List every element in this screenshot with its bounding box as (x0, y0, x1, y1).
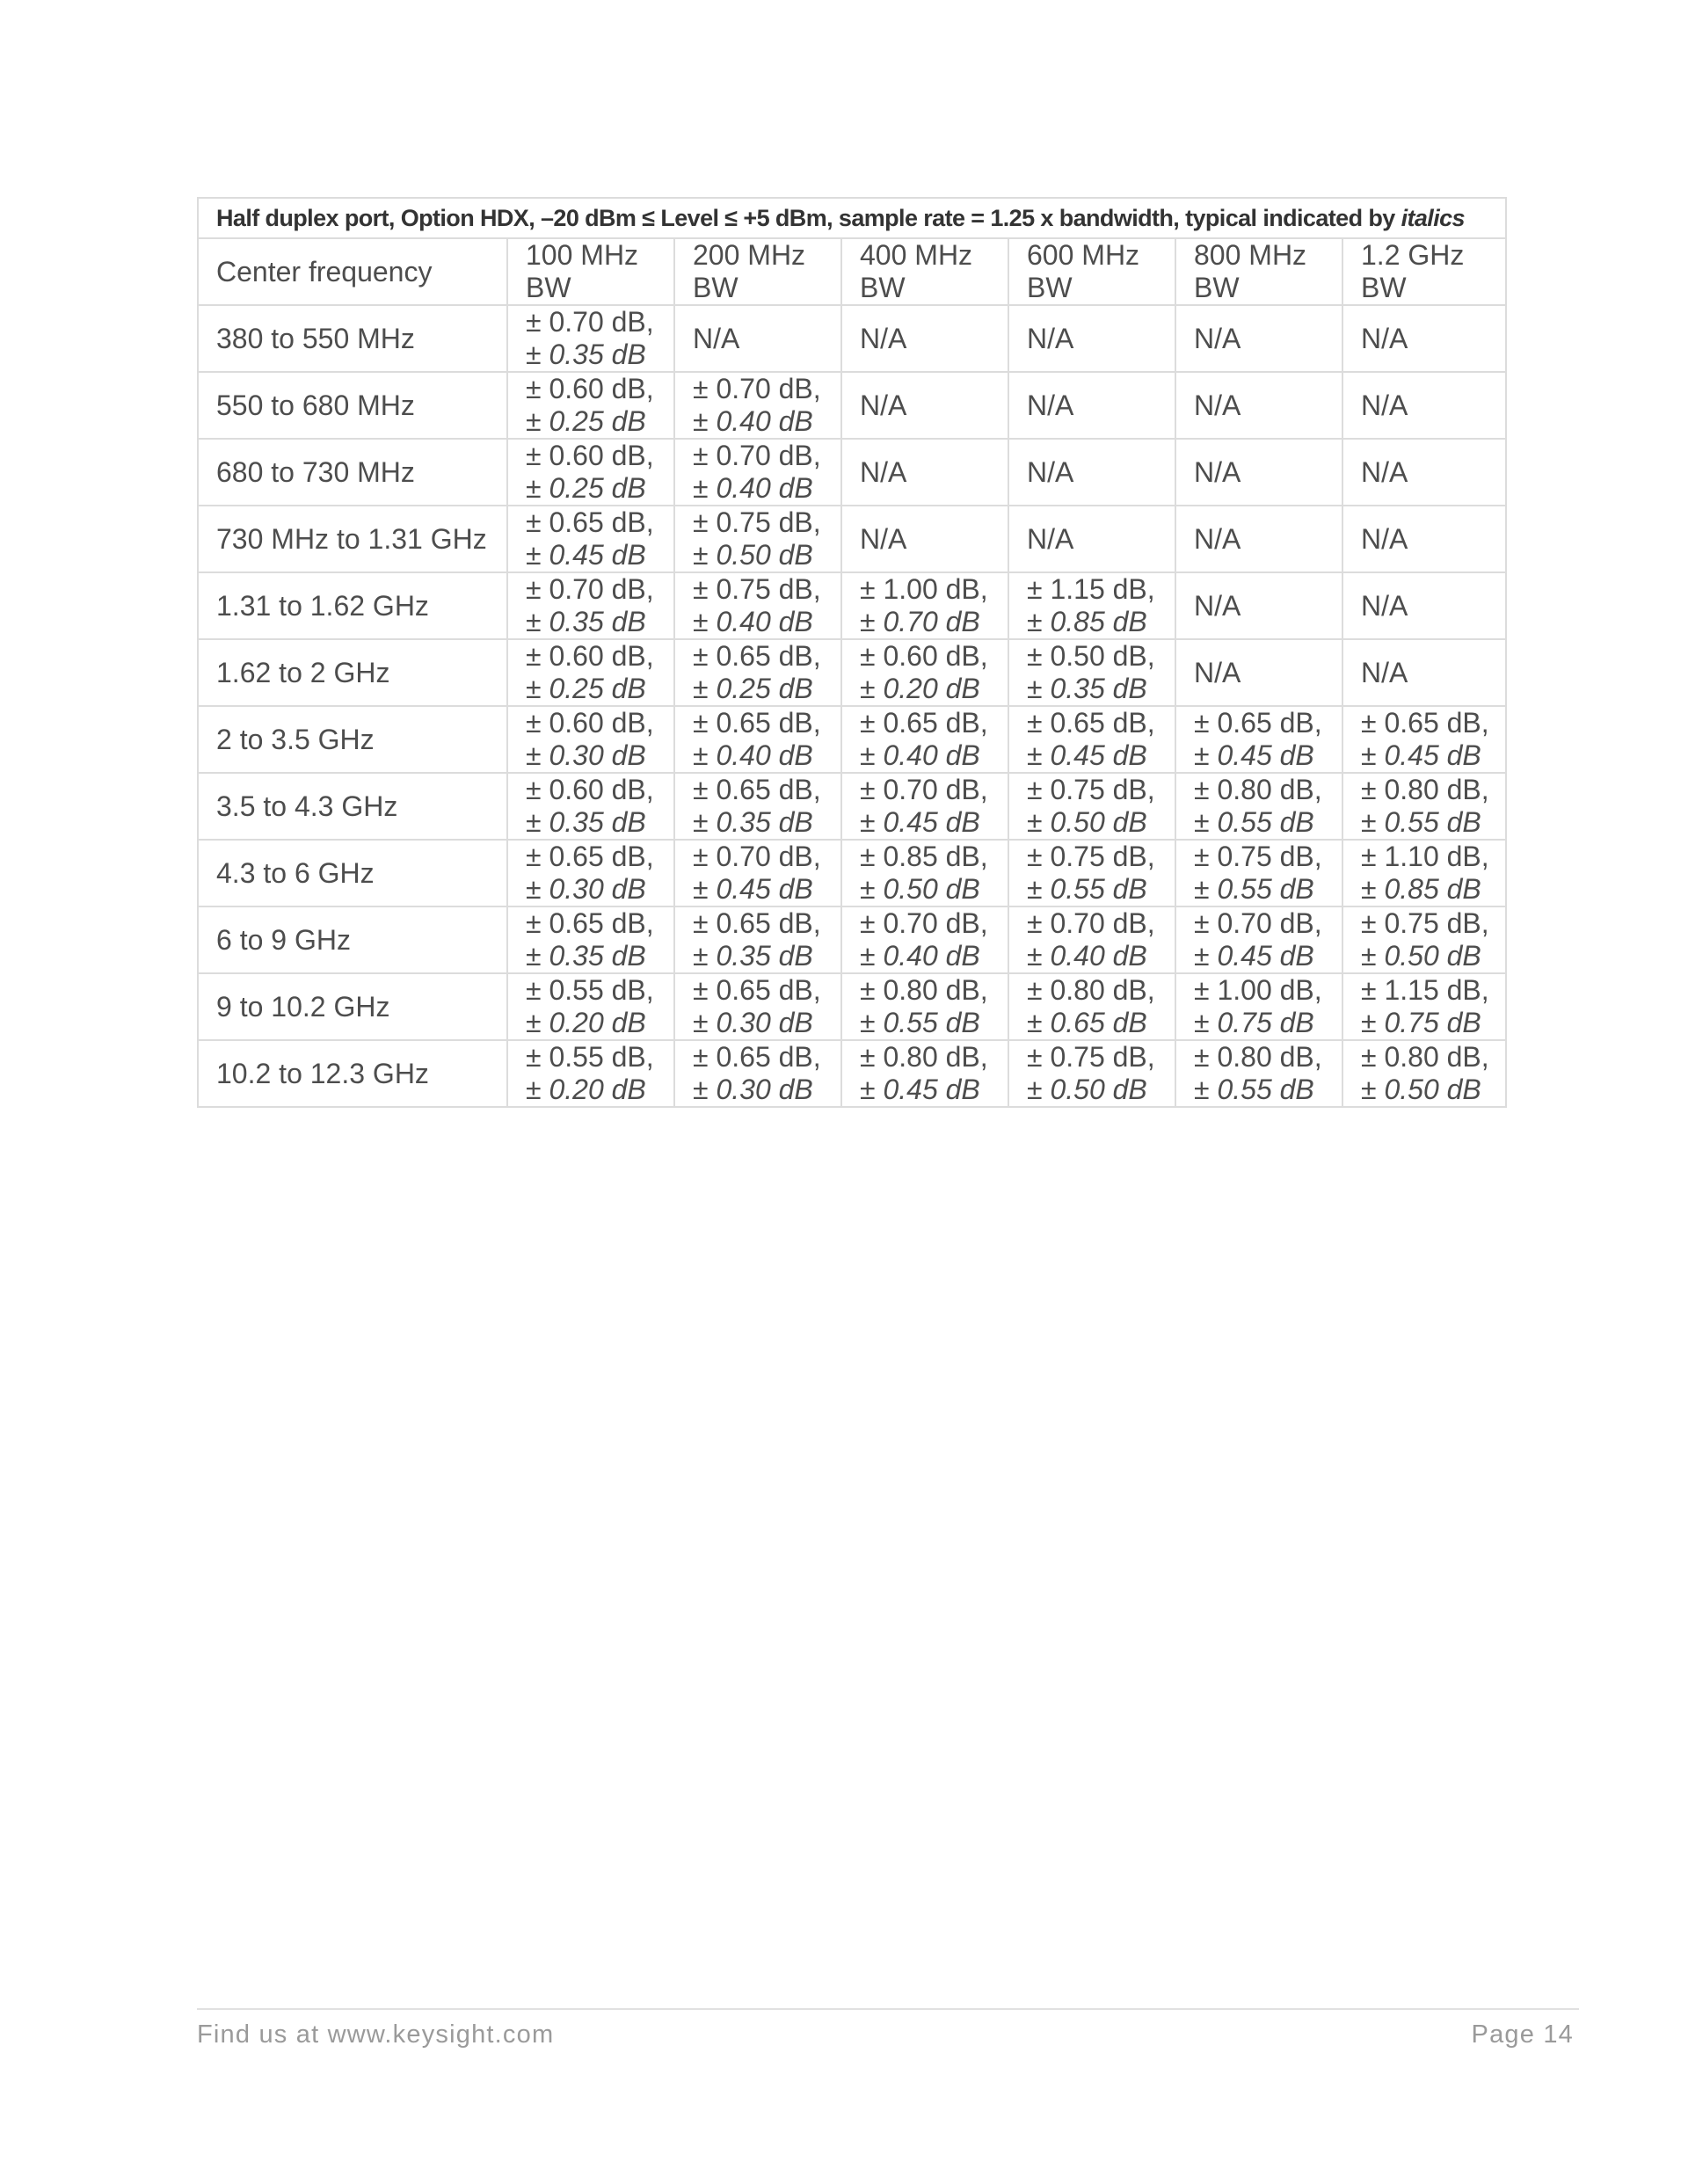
flatness-value-cell (507, 439, 674, 506)
table-row (198, 706, 1506, 773)
footer-page-number: Page 14 (1471, 2020, 1574, 2049)
flatness-value-cell (1342, 840, 1506, 906)
flatness-value-cell (674, 906, 841, 973)
flatness-value-cell (1175, 840, 1342, 906)
na-cell: N/A (1008, 439, 1175, 506)
specified-value: ± 0.60 dB, (526, 640, 654, 672)
caption-main-text: Half duplex port, Option HDX, –20 dBm ≤ Level ≤ +5 dBm, sample rate = 1.25 x bandwidth, typical indicated by (216, 205, 1401, 231)
typical-value: ± 0.50 dB (860, 873, 980, 905)
specified-value: ± 0.60 dB, (526, 774, 654, 805)
specified-value: ± 0.65 dB, (860, 707, 988, 739)
typical-value: ± 0.55 dB (1361, 806, 1481, 838)
specified-value: ± 0.65 dB, (693, 1041, 821, 1073)
table-row (198, 773, 1506, 840)
na-cell: N/A (1008, 305, 1175, 372)
flatness-value-cell (1175, 1040, 1342, 1107)
frequency-range-cell: 380 to 550 MHz (198, 305, 507, 372)
header-line1: 400 MHz (860, 239, 973, 271)
specified-value: ± 0.65 dB, (693, 774, 821, 805)
flatness-value-cell (674, 840, 841, 906)
flatness-value-cell (507, 305, 674, 372)
flatness-value-cell (507, 572, 674, 639)
typical-value: ± 0.55 dB (1027, 873, 1147, 905)
typical-value: ± 0.35 dB (526, 339, 646, 370)
frequency-range-cell: 1.62 to 2 GHz (198, 639, 507, 706)
flatness-value-cell (674, 773, 841, 840)
na-cell: N/A (1342, 572, 1506, 639)
flatness-value-cell (674, 439, 841, 506)
typical-value: ± 0.35 dB (526, 806, 646, 838)
header-line2: BW (693, 272, 738, 303)
flatness-value-cell (841, 973, 1008, 1040)
flatness-value-cell (1342, 1040, 1506, 1107)
typical-value: ± 0.55 dB (1194, 806, 1314, 838)
na-cell: N/A (1342, 639, 1506, 706)
specified-value: ± 0.80 dB, (1194, 1041, 1322, 1073)
flatness-value-cell (507, 372, 674, 439)
header-bw-800mhz (1175, 238, 1342, 305)
specified-value: ± 0.65 dB, (526, 506, 654, 538)
na-cell: N/A (1175, 372, 1342, 439)
specified-value: ± 0.80 dB, (860, 974, 988, 1006)
specified-value: ± 0.60 dB, (526, 440, 654, 471)
typical-value: ± 0.35 dB (526, 940, 646, 972)
flatness-value-cell (1342, 706, 1506, 773)
table-row (198, 572, 1506, 639)
typical-value: ± 0.40 dB (693, 405, 813, 437)
table-row (198, 1040, 1506, 1107)
typical-value: ± 0.25 dB (526, 673, 646, 704)
flatness-value-cell (841, 706, 1008, 773)
typical-value: ± 0.25 dB (526, 472, 646, 504)
typical-value: ± 0.50 dB (1027, 806, 1147, 838)
specified-value: ± 0.65 dB, (1361, 707, 1489, 739)
typical-value: ± 0.45 dB (1361, 739, 1481, 771)
table-row (198, 506, 1506, 572)
specified-value: ± 0.75 dB, (693, 506, 821, 538)
flatness-value-cell (507, 506, 674, 572)
na-cell: N/A (1008, 372, 1175, 439)
specified-value: ± 0.55 dB, (526, 974, 654, 1006)
specified-value: ± 0.65 dB, (693, 707, 821, 739)
frequency-range-cell: 680 to 730 MHz (198, 439, 507, 506)
typical-value: ± 0.45 dB (693, 873, 813, 905)
specified-value: ± 0.65 dB, (693, 640, 821, 672)
flatness-value-cell (1008, 639, 1175, 706)
specified-value: ± 0.80 dB, (1027, 974, 1155, 1006)
table-row (198, 639, 1506, 706)
header-line2: BW (860, 272, 906, 303)
flatness-value-cell (1342, 973, 1506, 1040)
typical-value: ± 0.75 dB (1361, 1007, 1481, 1038)
specified-value: ± 0.60 dB, (860, 640, 988, 672)
na-cell: N/A (1342, 506, 1506, 572)
specified-value: ± 0.70 dB, (526, 573, 654, 605)
specified-value: ± 0.65 dB, (526, 841, 654, 872)
na-cell: N/A (1008, 506, 1175, 572)
flatness-value-cell (1175, 706, 1342, 773)
typical-value: ± 0.20 dB (526, 1007, 646, 1038)
typical-value: ± 0.50 dB (1027, 1074, 1147, 1105)
header-line1: 600 MHz (1027, 239, 1140, 271)
header-line2: BW (1361, 272, 1407, 303)
flatness-value-cell (841, 639, 1008, 706)
frequency-range-cell: 3.5 to 4.3 GHz (198, 773, 507, 840)
specified-value: ± 0.70 dB, (693, 440, 821, 471)
specified-value: ± 1.15 dB, (1027, 573, 1155, 605)
flatness-value-cell (507, 840, 674, 906)
table-caption (198, 198, 1506, 238)
na-cell: N/A (1342, 439, 1506, 506)
typical-value: ± 0.40 dB (693, 739, 813, 771)
typical-value: ± 0.40 dB (693, 606, 813, 637)
specified-value: ± 0.65 dB, (526, 907, 654, 939)
na-cell: N/A (1175, 439, 1342, 506)
flatness-value-cell (1342, 773, 1506, 840)
typical-value: ± 0.45 dB (1027, 739, 1147, 771)
na-cell: N/A (1175, 506, 1342, 572)
table-row (198, 973, 1506, 1040)
typical-value: ± 0.35 dB (693, 940, 813, 972)
flatness-value-cell (1008, 773, 1175, 840)
specified-value: ± 0.75 dB, (1194, 841, 1322, 872)
flatness-value-cell (674, 506, 841, 572)
flatness-value-cell (1008, 706, 1175, 773)
header-line2: BW (526, 272, 571, 303)
specified-value: ± 0.80 dB, (1361, 774, 1489, 805)
table-header-row (198, 238, 1506, 305)
specified-value: ± 0.70 dB, (860, 774, 988, 805)
header-line1: 200 MHz (693, 239, 806, 271)
specified-value: ± 0.60 dB, (526, 707, 654, 739)
specified-value: ± 0.80 dB, (1194, 774, 1322, 805)
na-cell: N/A (841, 305, 1008, 372)
flatness-value-cell (1175, 973, 1342, 1040)
flatness-value-cell (507, 773, 674, 840)
typical-value: ± 0.55 dB (1194, 873, 1314, 905)
na-cell: N/A (1342, 305, 1506, 372)
na-cell: N/A (1175, 305, 1342, 372)
typical-value: ± 0.20 dB (526, 1074, 646, 1105)
na-cell: N/A (1175, 639, 1342, 706)
typical-value: ± 0.65 dB (1027, 1007, 1147, 1038)
na-cell: N/A (1175, 572, 1342, 639)
specified-value: ± 0.70 dB, (693, 841, 821, 872)
table-row (198, 906, 1506, 973)
flatness-value-cell (674, 706, 841, 773)
flatness-value-cell (507, 1040, 674, 1107)
na-cell: N/A (841, 506, 1008, 572)
frequency-range-cell: 1.31 to 1.62 GHz (198, 572, 507, 639)
header-bw-200mhz (674, 238, 841, 305)
specified-value: ± 0.65 dB, (1194, 707, 1322, 739)
na-cell: N/A (674, 305, 841, 372)
typical-value: ± 0.75 dB (1194, 1007, 1314, 1038)
typical-value: ± 0.25 dB (526, 405, 646, 437)
footer-website: Find us at www.keysight.com (197, 2020, 555, 2049)
flatness-spec-table (197, 197, 1507, 1108)
na-cell: N/A (841, 372, 1008, 439)
specified-value: ± 1.00 dB, (1194, 974, 1322, 1006)
specified-value: ± 0.70 dB, (526, 306, 654, 338)
specified-value: ± 0.65 dB, (693, 974, 821, 1006)
flatness-value-cell (1175, 773, 1342, 840)
table-row (198, 305, 1506, 372)
specified-value: ± 0.75 dB, (1361, 907, 1489, 939)
typical-value: ± 0.45 dB (526, 539, 646, 571)
flatness-value-cell (674, 372, 841, 439)
flatness-value-cell (674, 572, 841, 639)
typical-value: ± 0.30 dB (693, 1007, 813, 1038)
typical-value: ± 0.25 dB (693, 673, 813, 704)
header-bw-100mhz (507, 238, 674, 305)
typical-value: ± 0.30 dB (526, 873, 646, 905)
header-line2: BW (1194, 272, 1240, 303)
specified-value: ± 0.80 dB, (860, 1041, 988, 1073)
typical-value: ± 0.70 dB (860, 606, 980, 637)
specified-value: ± 1.10 dB, (1361, 841, 1489, 872)
flatness-value-cell (507, 706, 674, 773)
flatness-value-cell (841, 906, 1008, 973)
flatness-value-cell (1008, 840, 1175, 906)
table-row (198, 372, 1506, 439)
typical-value: ± 0.40 dB (860, 940, 980, 972)
frequency-range-cell: 2 to 3.5 GHz (198, 706, 507, 773)
flatness-value-cell (1008, 973, 1175, 1040)
flatness-value-cell (674, 639, 841, 706)
table-caption-row (198, 198, 1506, 238)
flatness-value-cell (1175, 906, 1342, 973)
typical-value: ± 0.35 dB (1027, 673, 1147, 704)
header-line2: BW (1027, 272, 1073, 303)
flatness-value-cell (841, 773, 1008, 840)
flatness-value-cell (841, 572, 1008, 639)
frequency-range-cell: 9 to 10.2 GHz (198, 973, 507, 1040)
frequency-range-cell: 730 MHz to 1.31 GHz (198, 506, 507, 572)
flatness-value-cell (1008, 906, 1175, 973)
flatness-value-cell (507, 639, 674, 706)
typical-value: ± 0.30 dB (526, 739, 646, 771)
frequency-range-cell: 4.3 to 6 GHz (198, 840, 507, 906)
typical-value: ± 0.40 dB (860, 739, 980, 771)
specified-value: ± 1.00 dB, (860, 573, 988, 605)
specified-value: ± 0.50 dB, (1027, 640, 1155, 672)
table-row (198, 840, 1506, 906)
flatness-value-cell (841, 840, 1008, 906)
flatness-value-cell (674, 1040, 841, 1107)
typical-value: ± 0.50 dB (1361, 940, 1481, 972)
typical-value: ± 0.30 dB (693, 1074, 813, 1105)
typical-value: ± 0.85 dB (1361, 873, 1481, 905)
frequency-range-cell: 6 to 9 GHz (198, 906, 507, 973)
header-bw-1-2ghz (1342, 238, 1506, 305)
flatness-value-cell (1008, 1040, 1175, 1107)
flatness-value-cell (674, 973, 841, 1040)
header-center-frequency: Center frequency (198, 238, 507, 305)
frequency-range-cell: 550 to 680 MHz (198, 372, 507, 439)
specified-value: ± 1.15 dB, (1361, 974, 1489, 1006)
specified-value: ± 0.75 dB, (1027, 841, 1155, 872)
typical-value: ± 0.40 dB (1027, 940, 1147, 972)
header-bw-400mhz (841, 238, 1008, 305)
typical-value: ± 0.35 dB (693, 806, 813, 838)
na-cell: N/A (841, 439, 1008, 506)
header-line1: 1.2 GHz (1361, 239, 1465, 271)
frequency-range-cell: 10.2 to 12.3 GHz (198, 1040, 507, 1107)
specified-value: ± 0.75 dB, (1027, 774, 1155, 805)
flatness-value-cell (507, 906, 674, 973)
typical-value: ± 0.85 dB (1027, 606, 1147, 637)
typical-value: ± 0.45 dB (860, 806, 980, 838)
specified-value: ± 0.70 dB, (860, 907, 988, 939)
typical-value: ± 0.40 dB (693, 472, 813, 504)
specified-value: ± 0.70 dB, (693, 373, 821, 404)
header-bw-600mhz (1008, 238, 1175, 305)
specified-value: ± 0.60 dB, (526, 373, 654, 404)
typical-value: ± 0.45 dB (860, 1074, 980, 1105)
specified-value: ± 0.70 dB, (1194, 907, 1322, 939)
typical-value: ± 0.35 dB (526, 606, 646, 637)
footer-divider (197, 2008, 1579, 2010)
header-line1: 800 MHz (1194, 239, 1307, 271)
flatness-value-cell (507, 973, 674, 1040)
caption-italic-text: italics (1401, 205, 1465, 231)
specified-value: ± 0.75 dB, (693, 573, 821, 605)
specified-value: ± 0.75 dB, (1027, 1041, 1155, 1073)
specified-value: ± 0.80 dB, (1361, 1041, 1489, 1073)
typical-value: ± 0.50 dB (693, 539, 813, 571)
na-cell: N/A (1342, 372, 1506, 439)
flatness-value-cell (841, 1040, 1008, 1107)
typical-value: ± 0.50 dB (1361, 1074, 1481, 1105)
typical-value: ± 0.20 dB (860, 673, 980, 704)
specified-value: ± 0.70 dB, (1027, 907, 1155, 939)
typical-value: ± 0.45 dB (1194, 940, 1314, 972)
table-row (198, 439, 1506, 506)
specified-value: ± 0.65 dB, (1027, 707, 1155, 739)
flatness-value-cell (1008, 572, 1175, 639)
specified-value: ± 0.55 dB, (526, 1041, 654, 1073)
typical-value: ± 0.45 dB (1194, 739, 1314, 771)
specified-value: ± 0.85 dB, (860, 841, 988, 872)
header-line1: 100 MHz (526, 239, 639, 271)
typical-value: ± 0.55 dB (860, 1007, 980, 1038)
typical-value: ± 0.55 dB (1194, 1074, 1314, 1105)
specified-value: ± 0.65 dB, (693, 907, 821, 939)
flatness-value-cell (1342, 906, 1506, 973)
